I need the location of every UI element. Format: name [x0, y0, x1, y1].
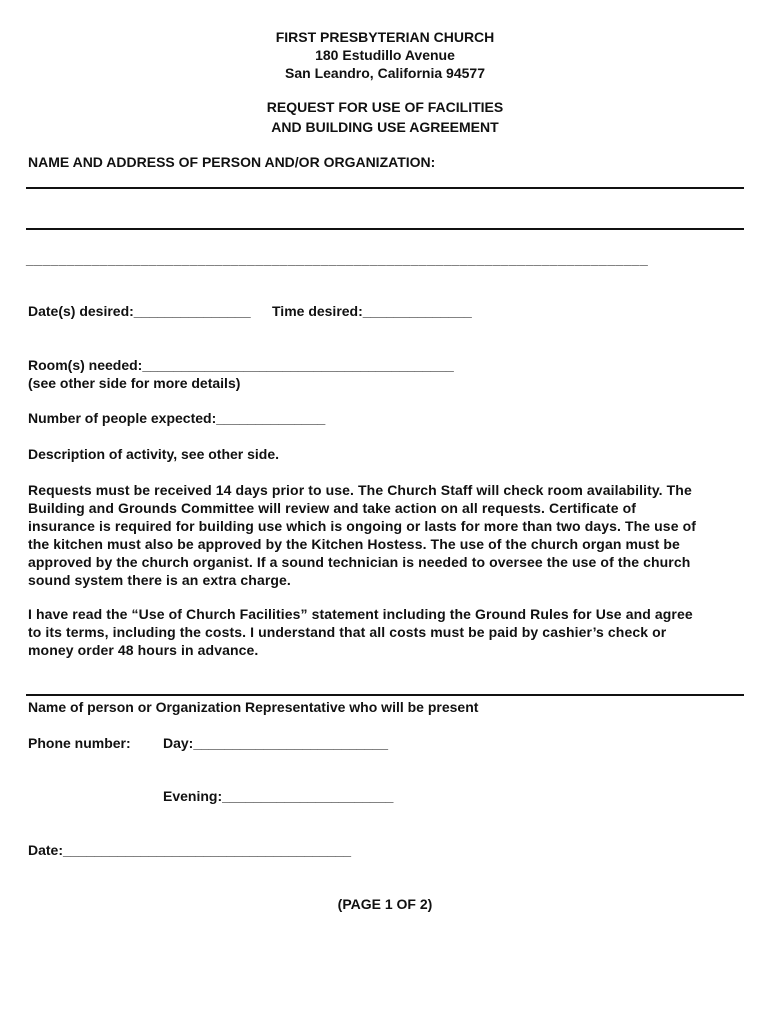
- agreement-line: I have read the “Use of Church Facilities” statement including the Ground Rules for Use and agree: [28, 606, 693, 622]
- requests-line: insurance is required for building use which is ongoing or lasts for more than two days. The use of: [28, 518, 696, 534]
- date-field[interactable]: Date:_____________________________________: [28, 842, 352, 858]
- activity-description-label: Description of activity, see other side.: [28, 446, 280, 462]
- requests-line: Requests must be received 14 days prior to use. The Church Staff will check room availability. The: [28, 482, 692, 498]
- name-address-line-2[interactable]: [26, 228, 744, 230]
- form-title-line2: AND BUILDING USE AGREEMENT: [271, 119, 499, 135]
- phone-day-field[interactable]: Day:_________________________: [163, 735, 388, 751]
- agreement-line: to its terms, including the costs. I understand that all costs must be paid by cashier’s check or: [28, 624, 667, 640]
- dates-desired-field[interactable]: Date(s) desired:_______________: [28, 303, 251, 319]
- church-street: 180 Estudillo Avenue: [315, 47, 455, 63]
- form-title-line1: REQUEST FOR USE OF FACILITIES: [266, 99, 504, 115]
- requests-line: sound system there is an extra charge.: [28, 572, 291, 588]
- phone-evening-field[interactable]: Evening:______________________: [163, 788, 394, 804]
- people-expected-field[interactable]: Number of people expected:______________: [28, 410, 326, 426]
- church-city: San Leandro, California 94577: [285, 65, 485, 81]
- requests-line: the kitchen must also be approved by the Kitchen Hostess. The use of the church organ must be: [28, 536, 680, 552]
- requests-paragraph: [28, 481, 748, 589]
- agreement-line: money order 48 hours in advance.: [28, 642, 259, 658]
- church-name: FIRST PRESBYTERIAN CHURCH: [275, 29, 495, 45]
- representative-signature-line[interactable]: [26, 694, 744, 696]
- requests-line: Building and Grounds Committee will review and take action on all requests. Certificate of: [28, 500, 636, 516]
- rooms-needed-field[interactable]: Room(s) needed:________________________________________: [28, 357, 454, 373]
- requests-line: approved by the church organist. If a sound technician is needed to oversee the use of the church: [28, 554, 691, 570]
- time-desired-field[interactable]: Time desired:______________: [272, 303, 472, 319]
- name-address-line-3[interactable]: ____________________________________________________________________________: [26, 251, 649, 267]
- name-address-line-1[interactable]: [26, 187, 744, 189]
- agreement-paragraph: [28, 605, 748, 659]
- representative-label: Name of person or Organization Representative who will be present: [28, 699, 479, 715]
- phone-number-label: Phone number:: [28, 735, 131, 751]
- page-number: (PAGE 1 OF 2): [337, 896, 433, 912]
- rooms-note: (see other side for more details): [28, 375, 241, 391]
- name-address-label: NAME AND ADDRESS OF PERSON AND/OR ORGANIZATION:: [28, 154, 436, 170]
